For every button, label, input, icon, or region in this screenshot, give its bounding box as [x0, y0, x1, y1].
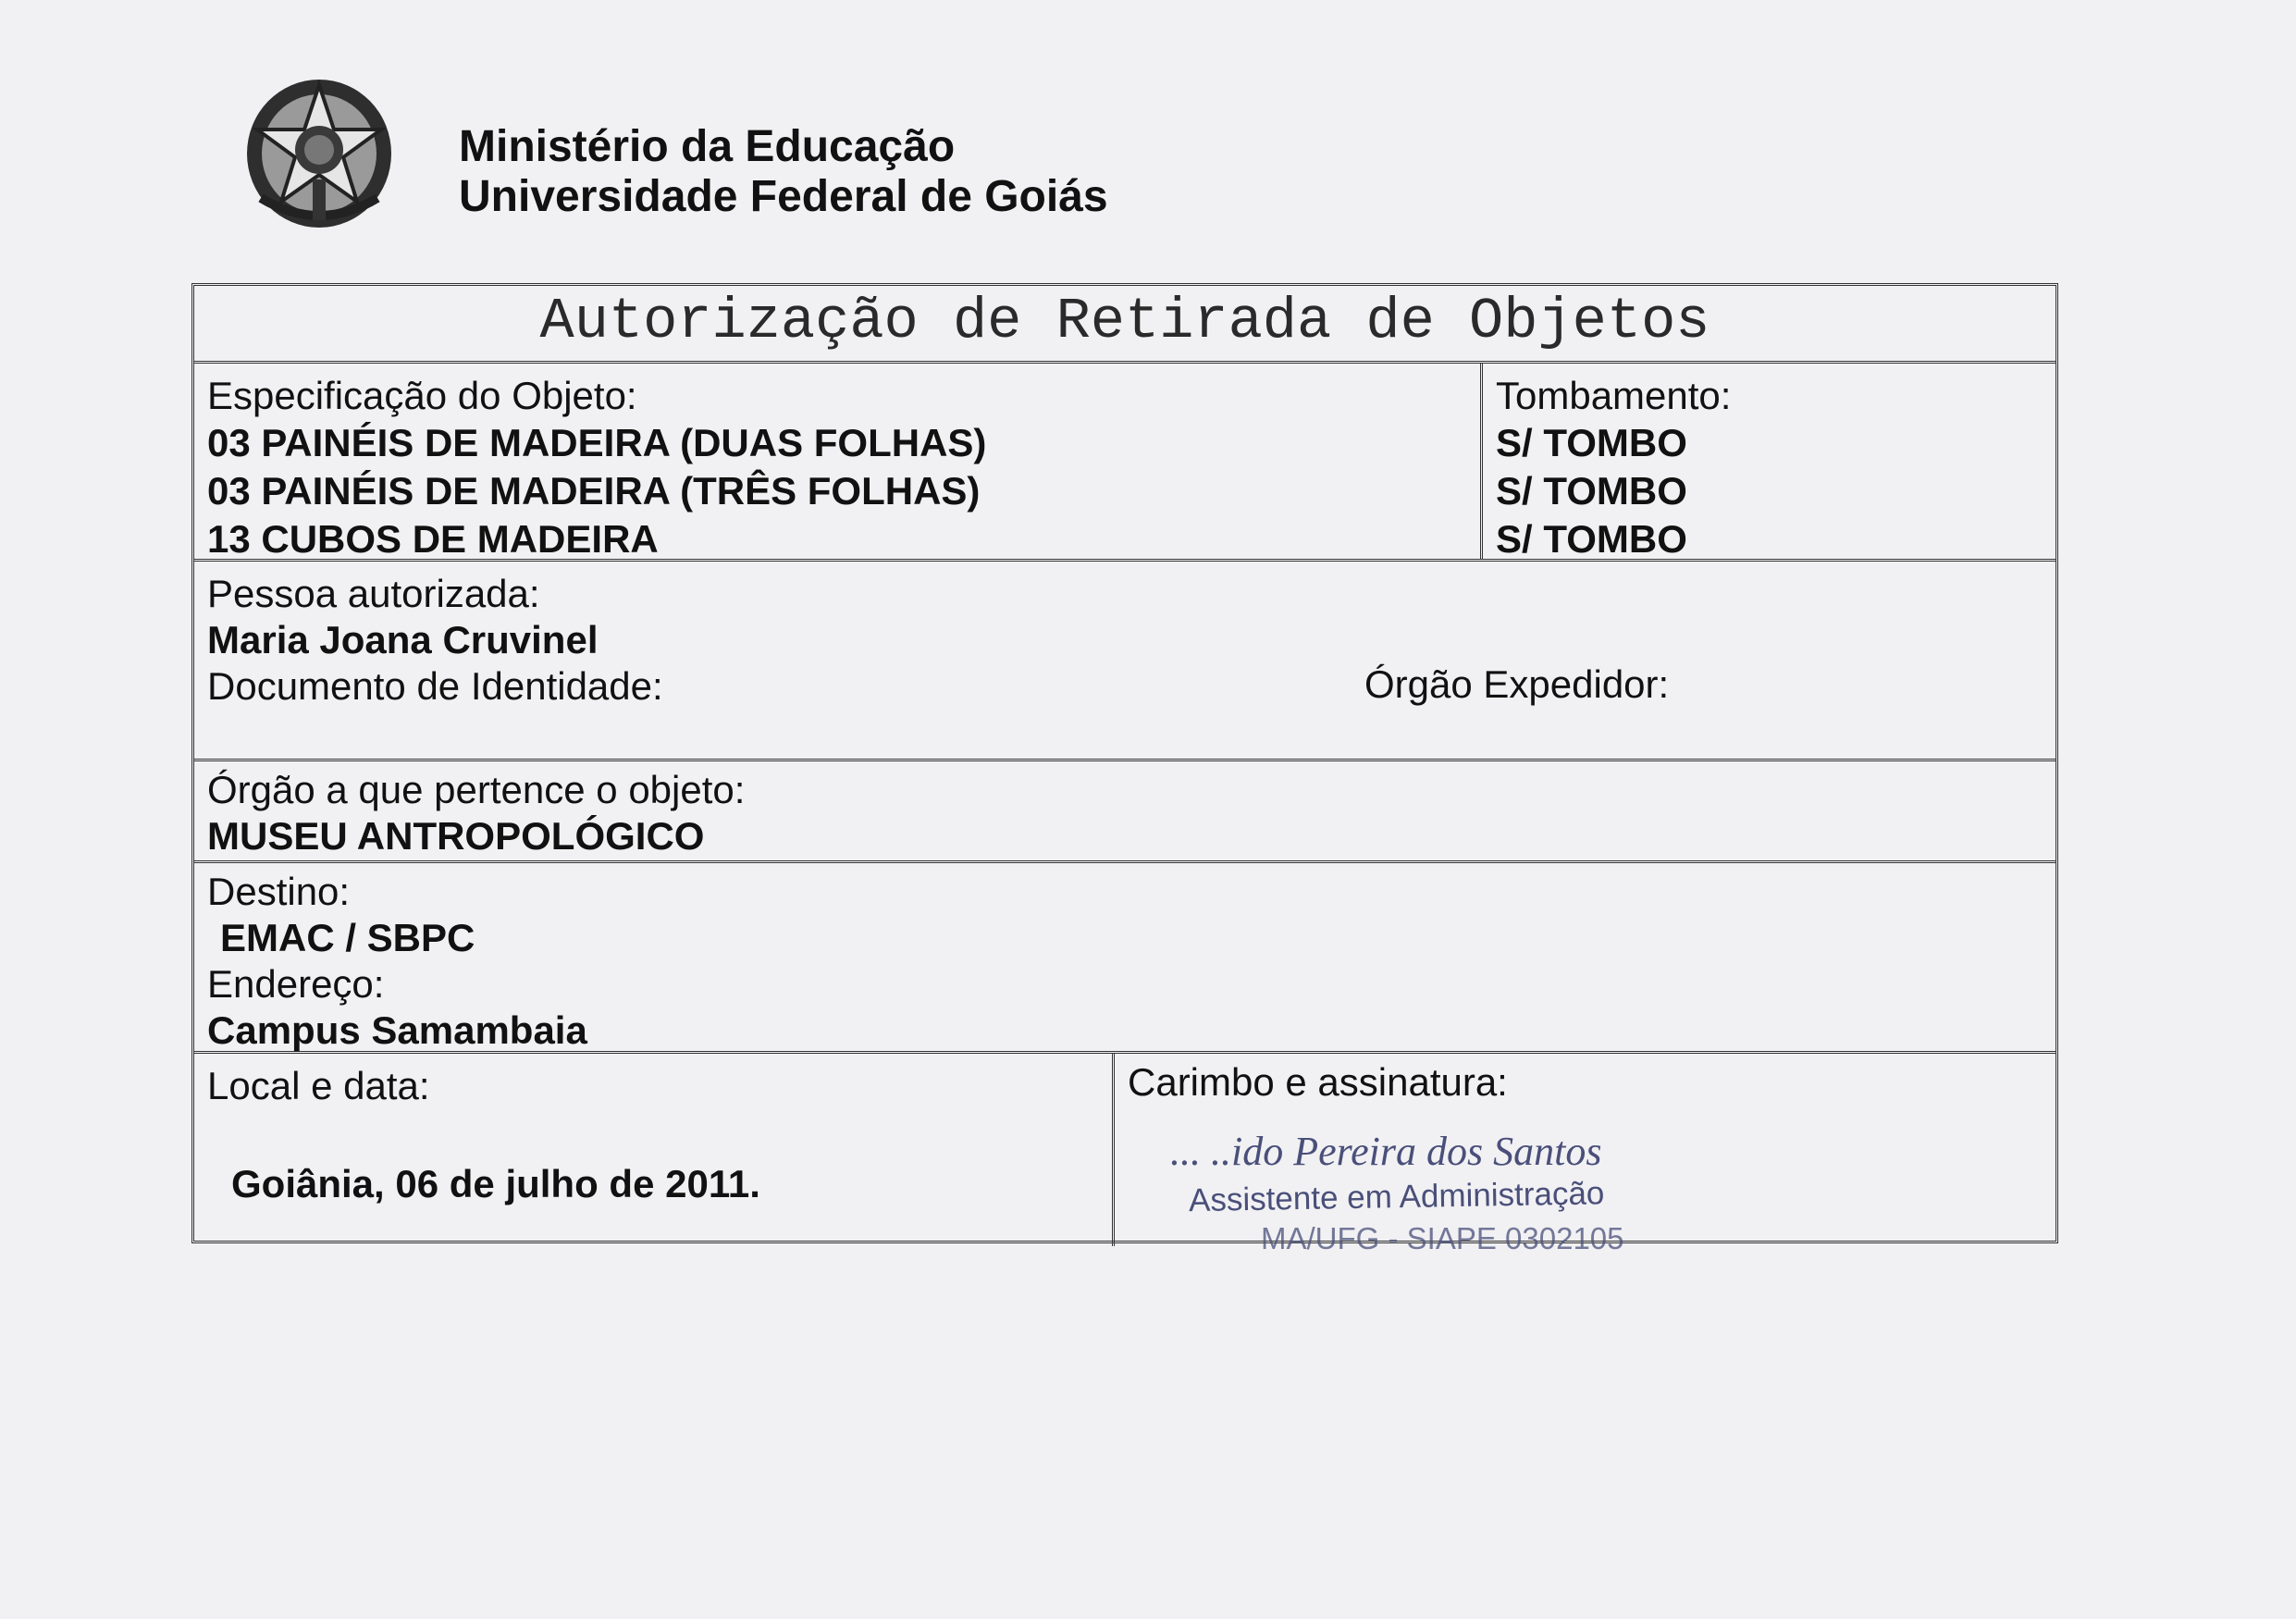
- place-signature-row: [194, 1054, 2055, 1255]
- stamp-name: ... ..ido Pereira dos Santos: [1170, 1129, 1602, 1174]
- official-stamp: [1170, 1128, 1624, 1256]
- stamp-siape: MA/UFG - SIAPE 0302105: [1261, 1221, 1624, 1255]
- place-date-value: Goiânia, 06 de julho de 2011.: [231, 1162, 760, 1205]
- ministry-name: Ministério da Educação: [459, 122, 956, 171]
- object-item: 03 PAINÉIS DE MADEIRA (TRÊS FOLHAS): [207, 469, 981, 513]
- address-label: Endereço:: [207, 962, 385, 1006]
- tombamento-value: S/ TOMBO: [1496, 421, 1687, 464]
- object-spec-label: Especificação do Objeto:: [207, 374, 637, 417]
- signature-label: Carimbo e assinatura:: [1128, 1060, 1508, 1104]
- owner-name: MUSEU ANTROPOLÓGICO: [207, 814, 705, 858]
- destination-cell: [194, 863, 2055, 1051]
- object-item: 03 PAINÉIS DE MADEIRA (DUAS FOLHAS): [207, 421, 987, 464]
- destination-row: [194, 863, 2055, 1054]
- place-date-cell: [194, 1054, 1112, 1246]
- owner-row: [194, 761, 2055, 863]
- issuer-label: Órgão Expedidor:: [1364, 662, 1670, 706]
- form-title: Autorização de Retirada de Objetos: [539, 289, 1710, 354]
- tombamento-value: S/ TOMBO: [1496, 469, 1687, 513]
- place-date-label: Local e data:: [207, 1064, 430, 1107]
- tombamento-label: Tombamento:: [1496, 374, 1732, 417]
- object-item: 13 CUBOS DE MADEIRA: [207, 517, 659, 561]
- authorized-person-cell: [194, 562, 2055, 759]
- authorization-form: [191, 283, 2058, 1255]
- object-spec-row: [194, 364, 2055, 562]
- authorized-person-name: Maria Joana Cruvinel: [207, 618, 599, 661]
- tombamento-cell: [1480, 364, 2055, 559]
- form-title-row: [194, 286, 2055, 364]
- stamp-role: Assistente em Administração: [1188, 1175, 1605, 1219]
- authorized-person-label: Pessoa autorizada:: [207, 572, 540, 615]
- coat-of-arms-icon: [242, 68, 396, 233]
- owner-cell: [194, 761, 2055, 860]
- signature-cell: [1112, 1054, 2055, 1255]
- header: [459, 122, 1108, 222]
- tombamento-value: S/ TOMBO: [1496, 517, 1687, 561]
- authorized-person-row: [194, 562, 2055, 761]
- university-name: Universidade Federal de Goiás: [459, 172, 1108, 221]
- address-value: Campus Samambaia: [207, 1008, 587, 1052]
- owner-label: Órgão a que pertence o objeto:: [207, 768, 746, 811]
- destination-value: EMAC / SBPC: [220, 916, 475, 959]
- object-spec-cell: [194, 364, 1480, 559]
- identity-document-label: Documento de Identidade:: [207, 664, 663, 708]
- destination-label: Destino:: [207, 870, 351, 913]
